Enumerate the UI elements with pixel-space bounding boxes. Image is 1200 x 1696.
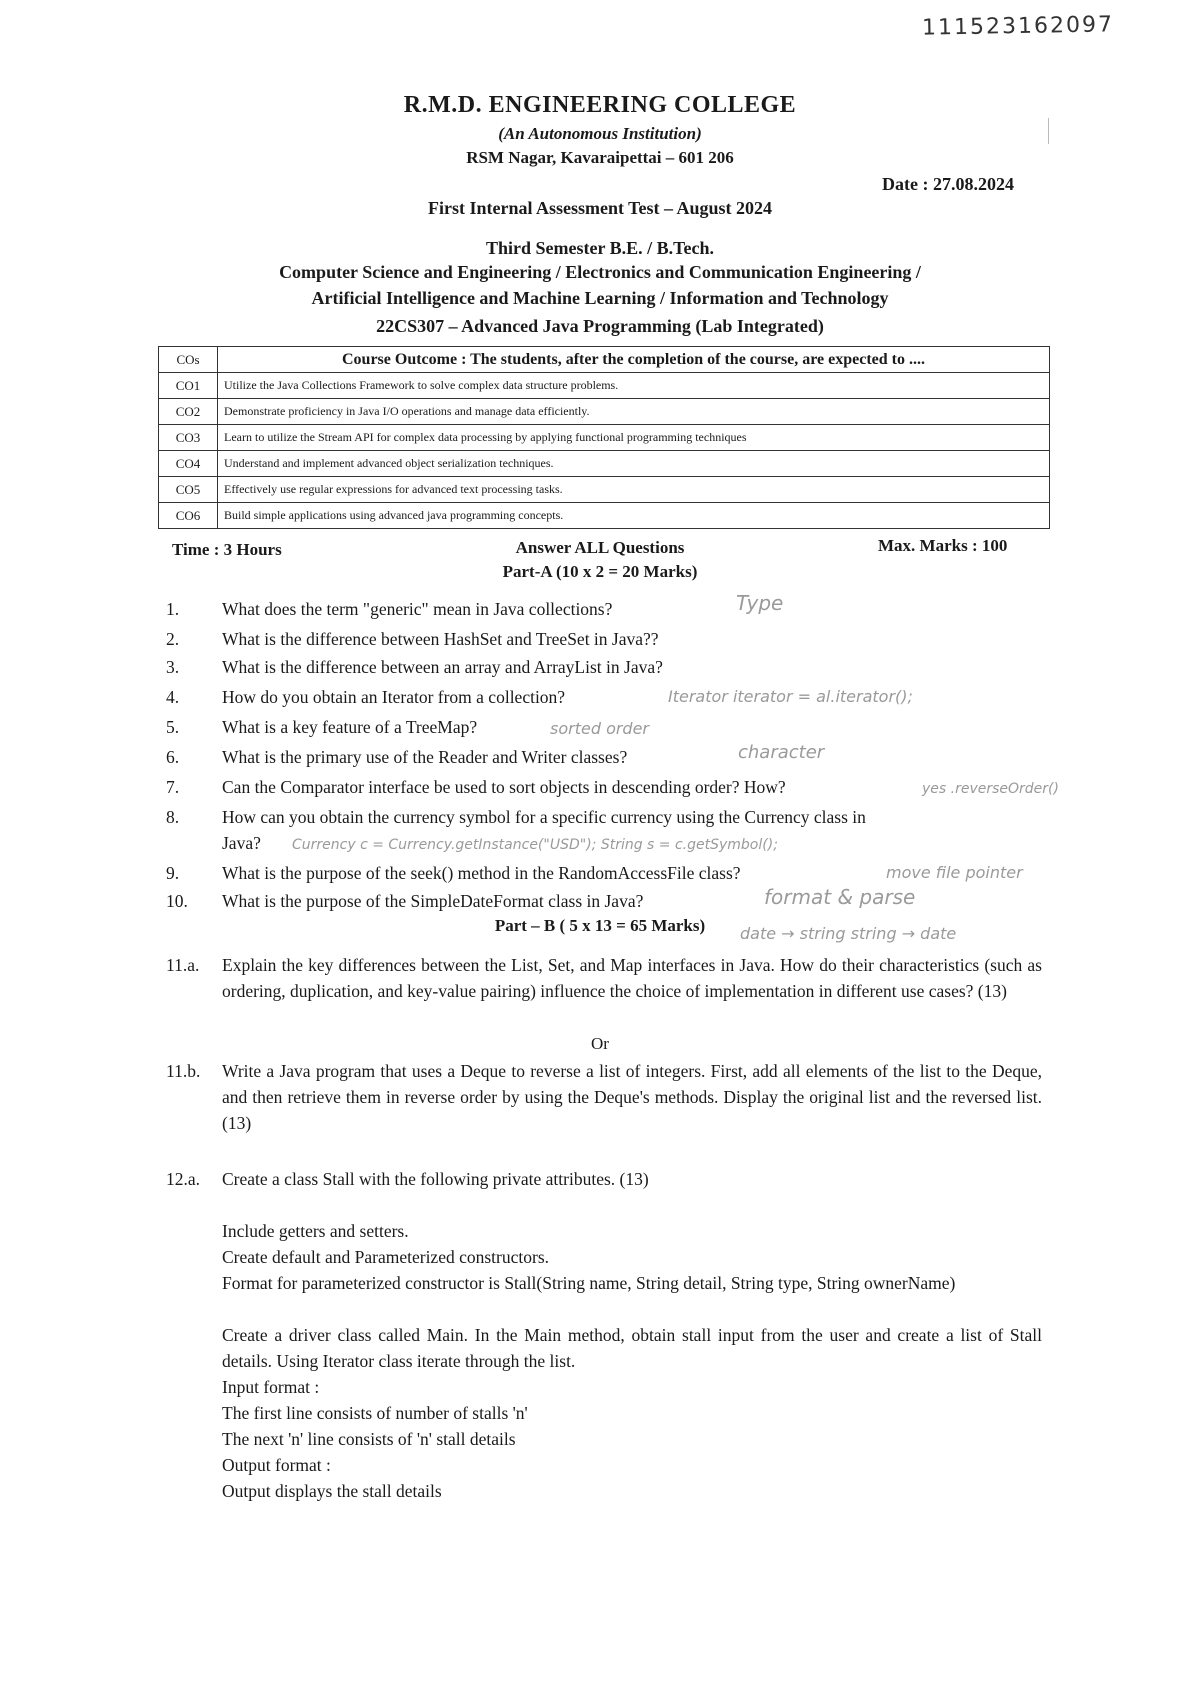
question-12a xyxy=(0,1166,1200,1194)
college-name: R.M.D. ENGINEERING COLLEGE xyxy=(403,92,797,118)
question-text: What is a key feature of a TreeMap? xyxy=(222,717,478,737)
stall-detail-line: Output format : xyxy=(222,1455,331,1475)
question-number: 4. xyxy=(166,687,180,707)
question-3 xyxy=(0,654,1200,682)
departments-line-2: Artificial Intelligence and Machine Learning / Information and Technology xyxy=(311,288,889,308)
question-text: What is the purpose of the seek() method in the RandomAccessFile class? xyxy=(222,863,741,883)
table-row xyxy=(159,373,1050,399)
cos-header: COs xyxy=(159,347,218,373)
question-11b xyxy=(0,1058,1200,1138)
co-code: CO6 xyxy=(159,503,218,529)
question-number: 3. xyxy=(166,657,180,677)
institution-subtitle: (An Autonomous Institution) xyxy=(498,124,702,143)
handwritten-answer: Currency c = Currency.getInstance("USD"); String s = c.getSymbol(); xyxy=(292,837,778,853)
handwritten-answer: Type xyxy=(736,591,784,615)
question-number: 11.a. xyxy=(166,955,200,975)
co-code: CO3 xyxy=(159,425,218,451)
question-10 xyxy=(0,885,1200,916)
question-text: What is the primary use of the Reader and Writer classes? xyxy=(222,747,628,767)
test-title: First Internal Assessment Test – August 2024 xyxy=(427,198,773,218)
question-number: 7. xyxy=(166,777,180,797)
question-text: Can the Comparator interface be used to sort objects in descending order? How? xyxy=(222,777,786,797)
stall-detail-line: Output displays the stall details xyxy=(222,1481,442,1501)
co-text: Understand and implement advanced object serialization techniques. xyxy=(218,451,1050,477)
course-outcome-header: Course Outcome : The students, after the completion of the course, are expected to .... xyxy=(218,347,1050,373)
course-title: 22CS307 – Advanced Java Programming (Lab Integrated) xyxy=(376,316,824,336)
question-number: 1. xyxy=(166,599,180,619)
question-text: What is the difference between HashSet and TreeSet in Java?? xyxy=(222,629,659,649)
max-marks: Max. Marks : 100 xyxy=(878,536,1008,555)
question-text: What does the term "generic" mean in Java collections? xyxy=(222,599,613,619)
course-outcome-table xyxy=(158,346,1050,529)
question-7 xyxy=(0,774,1200,802)
question-text: What is the purpose of the SimpleDateFormat class in Java? xyxy=(222,891,644,911)
semester: Third Semester B.E. / B.Tech. xyxy=(485,238,714,258)
question-text: Explain the key differences between the List, Set, and Map interfaces in Java. How do their characteristics (such as ordering, duplication, and key-value pairing) influence the choice of implementation in different use cases? (13) xyxy=(222,955,1042,1001)
co-text: Effectively use regular expressions for advanced text processing tasks. xyxy=(218,477,1050,503)
question-number: 2. xyxy=(166,629,180,649)
stall-detail-line: Include getters and setters. xyxy=(222,1221,409,1241)
co-code: CO4 xyxy=(159,451,218,477)
co-text: Utilize the Java Collections Framework to solve complex data structure problems. xyxy=(218,373,1050,399)
question-8 xyxy=(0,804,1200,832)
question-9 xyxy=(0,860,1200,888)
question-number: 6. xyxy=(166,747,180,767)
handwritten-answer: Iterator iterator = al.iterator(); xyxy=(668,687,913,706)
co-text: Learn to utilize the Stream API for complex data processing by applying functional programming techniques xyxy=(218,425,1050,451)
question-2 xyxy=(0,626,1200,654)
question-number: 9. xyxy=(166,863,180,883)
question-text: Write a Java program that uses a Deque to reverse a list of integers. First, add all elements of the list to the Deque, and then retrieve them in reverse order by using the Deque's methods. Display the original list and the reversed list. (13) xyxy=(222,1061,1042,1133)
question-number: 10. xyxy=(166,891,188,911)
stall-detail-line: Create a driver class called Main. In the Main method, obtain stall input from the user and create a list of Stall details. Using Iterator class iterate through the list. xyxy=(222,1325,1042,1371)
table-row xyxy=(159,425,1050,451)
question-4 xyxy=(0,684,1200,712)
question-11a xyxy=(0,952,1200,1032)
exam-duration: Time : 3 Hours xyxy=(172,540,282,559)
stall-detail-line: Create default and Parameterized constructors. xyxy=(222,1247,550,1267)
handwritten-note: date → string string → date xyxy=(740,924,957,943)
question-text: How can you obtain the currency symbol for a specific currency using the Currency class in xyxy=(222,807,866,827)
question-text: How do you obtain an Iterator from a collection? xyxy=(222,687,566,707)
co-code: CO1 xyxy=(159,373,218,399)
question-text: Create a class Stall with the following private attributes. (13) xyxy=(222,1169,649,1189)
question-number: 11.b. xyxy=(166,1061,201,1081)
table-row xyxy=(159,503,1050,529)
co-code: CO5 xyxy=(159,477,218,503)
co-text: Build simple applications using advanced java programming concepts. xyxy=(218,503,1050,529)
handwritten-answer: yes .reverseOrder() xyxy=(922,781,1059,797)
stall-detail-line: The first line consists of number of stalls 'n' xyxy=(222,1403,528,1423)
handwritten-roll-number: 111523162097 xyxy=(921,12,1115,41)
part-a-heading: Part-A (10 x 2 = 20 Marks) xyxy=(502,562,698,581)
table-row xyxy=(159,477,1050,503)
handwritten-answer: format & parse xyxy=(764,885,916,909)
stall-detail-line: Input format : xyxy=(222,1377,320,1397)
stall-detail-line: Format for parameterized constructor is Stall(String name, String detail, String type, String ownerName) xyxy=(222,1273,956,1293)
co-code: CO2 xyxy=(159,399,218,425)
exam-date: Date : 27.08.2024 xyxy=(882,174,1014,194)
question-1 xyxy=(0,591,1200,624)
question-5 xyxy=(0,714,1200,742)
question-6 xyxy=(0,744,1200,772)
handwritten-answer: sorted order xyxy=(550,719,650,738)
question-number: 8. xyxy=(166,807,180,827)
question-text: Java? xyxy=(222,833,261,853)
part-b-heading: Part – B ( 5 x 13 = 65 Marks) xyxy=(494,916,706,935)
handwritten-answer: move file pointer xyxy=(886,863,1023,882)
co-text: Demonstrate proficiency in Java I/O operations and manage data efficiently. xyxy=(218,399,1050,425)
college-address: RSM Nagar, Kavaraipettai – 601 206 xyxy=(466,148,734,167)
stall-detail-line: The next 'n' line consists of 'n' stall details xyxy=(222,1429,516,1449)
question-text: What is the difference between an array and ArrayList in Java? xyxy=(222,657,663,677)
handwritten-answer: character xyxy=(738,742,825,763)
question-number: 12.a. xyxy=(166,1169,201,1189)
table-row xyxy=(159,399,1050,425)
or-separator: Or xyxy=(591,1034,609,1053)
question-8-continued xyxy=(0,830,1200,858)
question-number: 5. xyxy=(166,717,180,737)
table-row xyxy=(159,451,1050,477)
table-header-row xyxy=(159,347,1050,373)
answer-all-instruction: Answer ALL Questions xyxy=(515,538,685,557)
departments-line-1: Computer Science and Engineering / Electronics and Communication Engineering / xyxy=(279,262,921,282)
